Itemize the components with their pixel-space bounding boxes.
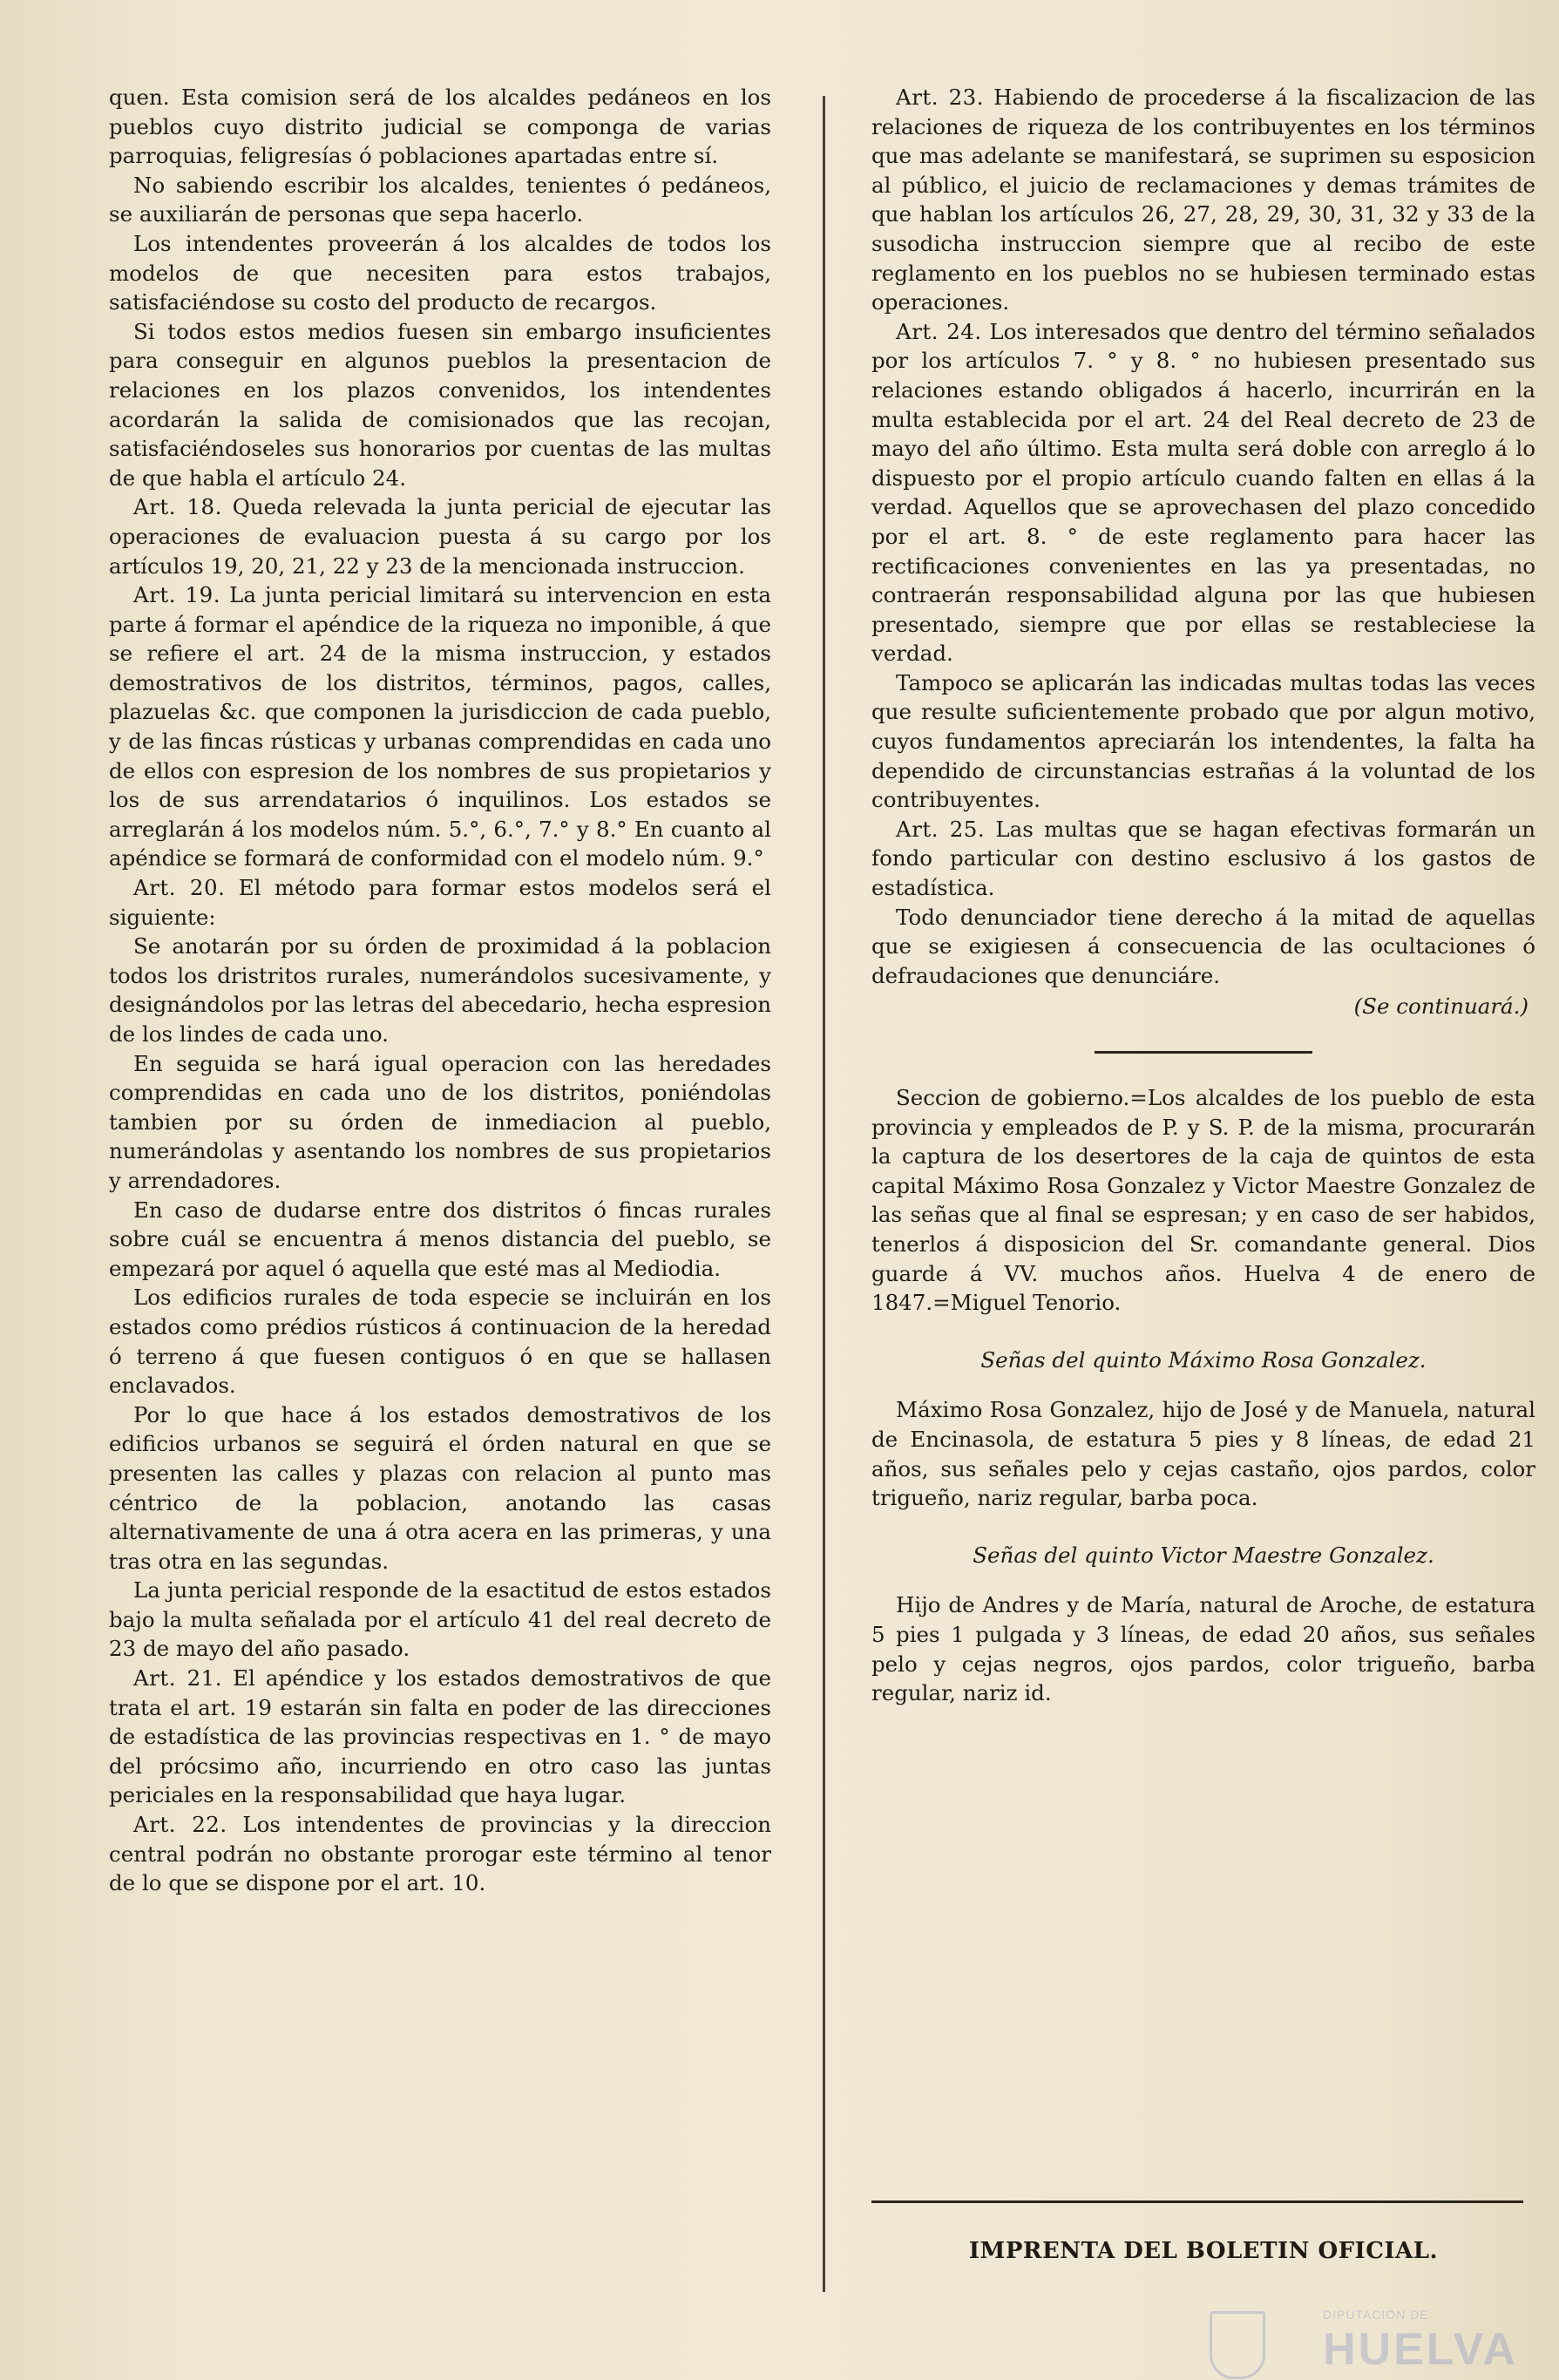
paragraph xyxy=(109,1664,771,1810)
paragraph-text: Todo denunciador tiene derecho á la mitad de aquellas que se exigiesen á consecuencia de las ocultaciones ó defraudaciones que denunciáre. xyxy=(871,904,1535,988)
shield-icon xyxy=(1210,2311,1265,2379)
paragraph xyxy=(109,83,771,171)
paragraph xyxy=(871,317,1535,668)
description-text-2: Hijo de Andres y de María, natural de Aroche, de estatura 5 pies 1 pulgada y 3 líneas, de edad 20 años, sus señales pelo y cejas negros, ojos pardos, color trigueño, barba regular, nariz id. xyxy=(871,1592,1535,1706)
paragraph-text: Tampoco se aplicarán las indicadas multas todas las veces que resulte suficientemente probado que por algun motivo, cuyos fundamentos apreciarán los intendentes, la falta ha dependido de circunstancias estrañas á la voluntad de los contribuyentes. xyxy=(871,669,1535,813)
paragraph xyxy=(109,1576,771,1664)
paragraph xyxy=(871,903,1535,991)
article-label: Art. 21. xyxy=(133,1665,223,1692)
watermark-big-text: HUELVA xyxy=(1323,2324,1519,2375)
paragraph-text: Habiendo de procederse á la fiscalizacion de las relaciones de riqueza de los contribuyentes en los términos que mas adelante se manifestará, se suprimen su esposicion al público, el juicio de reclamaciones y demas trámites de que hablan los artículos 26, 27, 28, 29, 30, 31, 32 y 33 de la susodicha instruccion siempre que al recibo de este reglamento en los pueblos no se hubiesen terminado estas operaciones. xyxy=(871,85,1535,315)
watermark-small-text: DIPUTACIÓN DE xyxy=(1323,2308,1429,2322)
paragraph-text: Los edificios rurales de toda especie se incluirán en los estados como prédios rústicos á continuacion de la heredad ó terreno á que fuesen contiguos ó en que se hallasen enclavados. xyxy=(109,1285,771,1399)
article-label: Art. 18. xyxy=(133,494,222,520)
paragraph xyxy=(109,873,771,932)
right-column xyxy=(871,83,1535,1708)
paragraph-text: Queda relevada la junta pericial de ejecutar las operaciones de evaluacion puesta á su cargo por los artículos 19, 20, 21, 22 y 23 de la mencionada instruccion. xyxy=(109,494,771,579)
paragraph-text: Los intendentes proveerán á los alcaldes de todos los modelos de que necesiten para estos trabajos, satisfaciéndose su costo del producto de recargos. xyxy=(109,230,771,315)
article-label: Art. 19. xyxy=(133,582,221,608)
paragraph-text: En caso de dudarse entre dos distritos ó fincas rurales sobre cuál se encuentra á menos distancia del pueblo, se empezará por aquel ó aquella que esté mas al Mediodia. xyxy=(109,1197,771,1281)
paragraph-text: En seguida se hará igual operacion con las heredades comprendidas en cada uno de los distritos, poniéndolas tambien por su órden de inmediacion al pueblo, numerándolas y asentando los nombres de sus propietarios y arrendadores. xyxy=(109,1050,771,1193)
continued-note: (Se continuará.) xyxy=(1353,993,1528,1020)
paragraph xyxy=(109,1283,771,1400)
article-label: Art. 22. xyxy=(133,1812,227,1838)
paragraph xyxy=(871,815,1535,903)
archive-watermark xyxy=(1210,2308,1532,2377)
paragraph xyxy=(109,171,771,229)
paragraph xyxy=(109,1196,771,1284)
paragraph xyxy=(871,668,1535,815)
paragraph-text: Los interesados que dentro del término señalados por los artículos 7. ° y 8. ° no hubiesen presentado sus relaciones estando obligados á hacerlo, incurrirán en la multa establecida por el art. 24 del Real decreto de 23 de mayo del año último. Esta multa será doble con arreglo á lo dispuesto por el propio artículo cuando falten en ellas á la verdad. Aquellos que se aprovechasen del plazo concedido por el art. 8. ° de este reglamento para hacer las rectificaciones convenientes en las ya presentadas, no contraerán responsabilidad alguna por las que hubiesen presentado, siempre que por ellas se restableciese la verdad. xyxy=(871,318,1535,667)
paragraph xyxy=(871,83,1535,317)
article-label: Art. 20. xyxy=(133,875,226,901)
paragraph-text: El método para formar estos modelos será el siguiente: xyxy=(109,875,771,930)
paragraph-text: Se anotarán por su órden de proximidad á la poblacion todos los dristritos rurales, numerándolos sucesivamente, y designándolos por las letras del abecedario, hecha espresion de los lindes de cada uno. xyxy=(109,933,771,1047)
paragraph xyxy=(109,229,771,317)
paragraph xyxy=(109,1810,771,1898)
description-heading-2: Señas del quinto Victor Maestre Gonzalez. xyxy=(973,1542,1434,1568)
article-label: Art. 25. xyxy=(896,816,986,842)
article-label: Art. 24. xyxy=(896,318,982,344)
paragraph-text: El apéndice y los estados demostrativos de que trata el art. 19 estarán sin falta en poder de las direcciones de estadística de las provincias respectivas en 1. ° de mayo del prócsimo año, incurriendo en otro caso las juntas periciales en la responsabilidad que haya lugar. xyxy=(109,1665,771,1808)
paragraph-text: No sabiendo escribir los alcaldes, tenientes ó pedáneos, se auxiliarán de personas que sepa hacerlo. xyxy=(109,172,771,227)
paragraph-text: Por lo que hace á los estados demostrativos de los edificios urbanos se seguirá el órden natural en que se presenten las calles y plazas con relacion al punto mas céntrico de la poblacion, anotando las casas alternativamente de una á otra acera en las primeras, y una tras otra en las segundas. xyxy=(109,1401,771,1574)
paragraph-text: quen. Esta comision será de los alcaldes pedáneos en los pueblos cuyo distrito judicial se componga de varias parroquias, feligresías ó poblaciones apartadas entre sí. xyxy=(109,85,771,169)
paragraph-text: Si todos estos medios fuesen sin embargo insuficientes para conseguir en algunos pueblos la presentacion de relaciones en los plazos convenidos, los intendentes acordarán la salida de comisionados que las recojan, satisfaciéndoseles sus honorarios por cuentas de las multas de que habla el artículo 24. xyxy=(109,318,771,491)
paragraph xyxy=(109,1400,771,1576)
paragraph xyxy=(109,580,771,873)
paragraph-text: La junta pericial limitará su intervencion en esta parte á formar el apéndice de la riqueza no imponible, á que se refiere el art. 24 de la misma instruccion, y estados demostrativos de los distritos, términos, pagos, calles, plazuelas &c. que componen la jurisdiccion de cada pueblo, y de las fincas rústicas y urbanas comprendidas en cada uno de ellos con espresion de los nombres de sus propietarios y los de sus arrendatarios ó inquilinos. Los estados se arreglarán á los modelos núm. 5.°, 6.°, 7.° y 8.° En cuanto al apéndice se formará de conformidad con el modelo núm. 9.° xyxy=(109,582,771,871)
paragraph xyxy=(109,1049,771,1196)
left-column xyxy=(109,83,771,1898)
footer-rule xyxy=(871,2200,1523,2203)
paragraph-text: Las multas que se hagan efectivas formarán un fondo particular con destino esclusivo á los gastos de estadística. xyxy=(871,816,1535,901)
paragraph-text: La junta pericial responde de la esactitud de estos estados bajo la multa señalada por el artículo 41 del real decreto de 23 de mayo del año pasado. xyxy=(109,1577,771,1662)
printer-imprint: IMPRENTA DEL BOLETIN OFICIAL. xyxy=(968,2238,1439,2264)
government-notice: Seccion de gobierno.=Los alcaldes de los pueblo de esta provincia y empleados de P. y S. P. de la misma, procurarán la captura de los desertores de la caja de quintos de esta capital Máximo Rosa Gonzalez y Victor Maestre Gonzalez de las señas que al final se espresan; y en caso de ser habidos, tenerlos á disposicion del Sr. comandante general. Dios guarde á VV. muchos años. Huelva 4 de enero de 1847.=Miguel Tenorio. xyxy=(871,1085,1535,1316)
right-column-articles xyxy=(871,83,1535,990)
description-heading-1: Señas del quinto Máximo Rosa Gonzalez. xyxy=(980,1346,1427,1373)
column-divider xyxy=(823,96,825,2292)
paragraph xyxy=(109,492,771,580)
paragraph xyxy=(109,317,771,493)
section-separator xyxy=(1095,1051,1312,1054)
paragraph xyxy=(109,932,771,1048)
paragraph-text: Los intendentes de provincias y la direccion central podrán no obstante prorogar este término al tenor de lo que se dispone por el art. 10. xyxy=(109,1812,771,1896)
description-text-1: Máximo Rosa Gonzalez, hijo de José y de Manuela, natural de Encinasola, de estatura 5 pies y 8 líneas, de edad 21 años, sus señales pelo y cejas castaño, ojos pardos, color trigueño, nariz regular, barba poca. xyxy=(871,1397,1535,1511)
article-label: Art. 23. xyxy=(896,85,985,110)
